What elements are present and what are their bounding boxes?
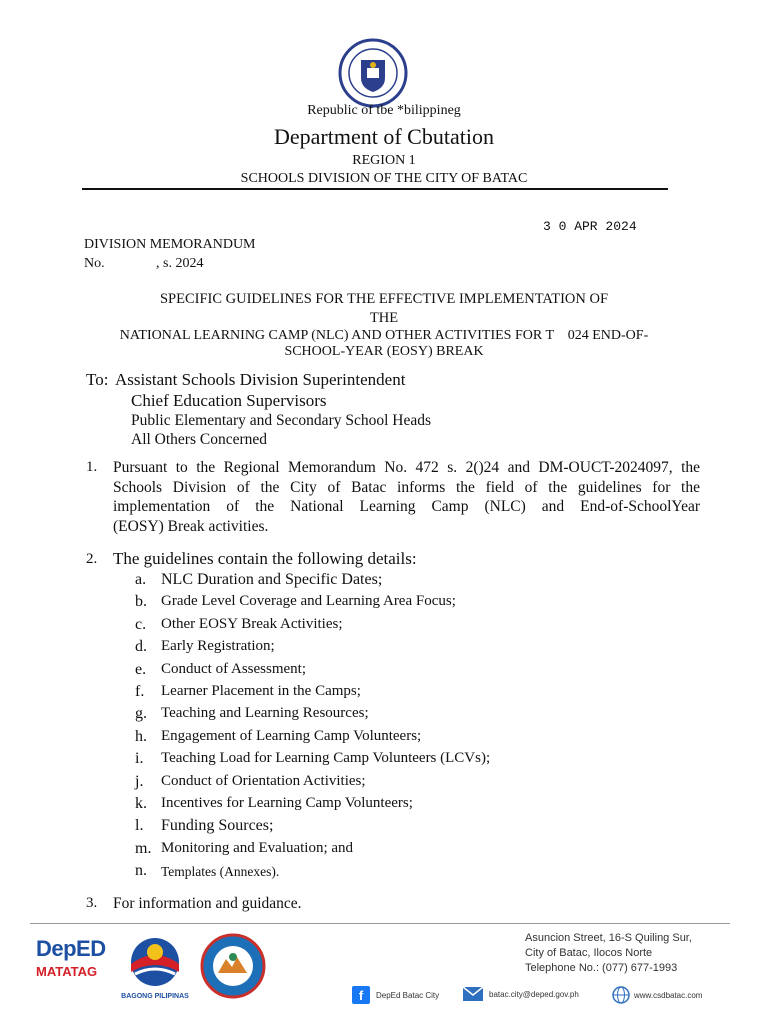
guideline-item [0, 728, 768, 748]
guideline-item [0, 773, 768, 793]
republic-line: Republic of tbe *bilippineg [307, 103, 461, 118]
guideline-item-letter: l. [135, 817, 144, 835]
facebook-text: DepEd Batac City [376, 990, 440, 1000]
guideline-item-text: NLC Duration and Specific Dates; [161, 571, 383, 588]
para1-line-3: implementation of the National Learning Camp (NLC) and End-of-SchoolYear [113, 498, 700, 515]
division-line: SCHOOLS DIVISION OF THE CITY OF BATAC [240, 171, 528, 186]
recipient-ces: Chief Education Supervisors [131, 391, 327, 410]
guideline-item-letter: f. [135, 683, 145, 700]
memo-number-label: No. [84, 256, 105, 271]
guideline-item [0, 795, 768, 815]
guideline-item-letter: d. [135, 638, 147, 656]
guideline-item [0, 616, 768, 636]
recipient-school-heads: Public Elementary and Secondary School Heads [131, 412, 432, 429]
para1-number: 1. [86, 459, 98, 475]
facebook-icon: f [352, 986, 370, 1004]
para1-line-2: Schools Division of the City of Batac informs the field of the guidelines for the [113, 479, 700, 496]
department-name: Department of Cbutation [274, 124, 494, 149]
deped-matatag-logo [36, 938, 108, 980]
address-line-3: Telephone No.: (077) 677-1993 [525, 962, 678, 974]
email-icon [462, 986, 484, 1002]
guideline-item [0, 705, 768, 725]
guideline-item-text: Teaching and Learning Resources; [161, 705, 369, 722]
para2-number: 2. [86, 551, 98, 567]
guideline-item-text: Incentives for Learning Camp Volunteers; [161, 795, 413, 811]
guideline-item-text: Engagement of Learning Camp Volunteers; [161, 727, 422, 744]
title-line-4: SCHOOL-YEAR (EOSY) BREAK [284, 344, 484, 359]
facebook-contact[interactable] [352, 986, 439, 1004]
office-address [525, 931, 692, 976]
bagong-pilipinas-logo [118, 932, 192, 1000]
bagong-pilipinas-text: BAGONG PILIPINAS [121, 993, 189, 1000]
guideline-item-text: Teaching Load for Learning Camp Volunteers (LCVs); [161, 750, 491, 767]
guideline-item-text: Early Registration; [161, 638, 275, 655]
globe-icon [612, 986, 630, 1004]
deped-wordmark: DepED [36, 936, 106, 961]
bagong-pilipinas-emblem-icon [118, 932, 192, 988]
guideline-item [0, 661, 768, 681]
website-text: www.csdbatac.com [634, 990, 703, 1000]
guideline-item-text: Conduct of Orientation Activities; [161, 772, 366, 789]
title-line-3: NATIONAL LEARNING CAMP (NLC) AND OTHER ACTIVITIES FOR T 024 END-OF- [119, 328, 649, 343]
guideline-item-text: Monitoring and Evaluation; and [161, 839, 354, 856]
guideline-item-text: Learner Placement in the Camps; [161, 683, 361, 699]
address-line-2: City of Batac, Ilocos Norte [525, 947, 653, 959]
guideline-item [0, 840, 768, 860]
guideline-item-text: Templates (Annexes). [161, 864, 280, 880]
guideline-item [0, 862, 768, 882]
guideline-item-letter: k. [135, 795, 147, 812]
address-line-1: Asuncion Street, 16-S Quiling Sur, [525, 932, 692, 944]
guideline-item-letter: i. [135, 750, 144, 768]
guideline-item-letter: g. [135, 705, 147, 723]
guideline-item-letter: h. [135, 727, 147, 745]
memo-date: 3 0 APR 2024 [543, 219, 637, 234]
guideline-item-letter: c. [135, 615, 147, 633]
guideline-item [0, 571, 768, 591]
guideline-item-letter: j. [135, 772, 144, 790]
to-label: To: [86, 370, 109, 389]
memo-type: DIVISION MEMORANDUM [84, 237, 256, 252]
guideline-item-text: Funding Sources; [161, 817, 274, 835]
guideline-item-letter: a. [135, 571, 147, 588]
email-text: batac.city@deped.gov.ph [489, 989, 579, 999]
guideline-item-text: Grade Level Coverage and Learning Area Focus; [161, 593, 456, 610]
guideline-item-letter: e. [135, 660, 147, 678]
guideline-item-text: Other EOSY Break Activities; [161, 615, 343, 632]
recipient-asds: Assistant Schools Division Superintendent [115, 370, 406, 389]
guideline-item-letter: n. [135, 862, 147, 880]
guideline-item-letter: m. [135, 839, 152, 857]
guideline-item [0, 683, 768, 703]
para1-line-4: (EOSY) Break activities. [113, 518, 269, 535]
title-line-1: SPECIFIC GUIDELINES FOR THE EFFECTIVE IMPLEMENTATION OF [159, 291, 609, 307]
para2-intro: The guidelines contain the following details: [113, 549, 417, 568]
division-seal-logo [200, 933, 266, 999]
matatag-wordmark: MATATAG [36, 964, 98, 979]
guideline-item [0, 817, 768, 837]
memo-series: , s. 2024 [156, 256, 204, 271]
title-line-2: THE [369, 310, 399, 326]
para1-line-1: Pursuant to the Regional Memorandum No. 472 s. 2()24 and DM-OUCT-2024097, the [113, 459, 700, 476]
region-line: REGION 1 [352, 153, 416, 168]
footer-divider [30, 923, 730, 924]
website-contact[interactable] [612, 986, 702, 1004]
guideline-item-text: Conduct of Assessment; [161, 660, 306, 677]
email-contact[interactable] [462, 986, 579, 1002]
guideline-item-letter: b. [135, 593, 147, 611]
guideline-item [0, 638, 768, 658]
guideline-item [0, 593, 768, 613]
guideline-item [0, 750, 768, 770]
para3-text: For information and guidance. [113, 895, 302, 912]
para3-number: 3. [86, 895, 98, 911]
recipient-others: All Others Concerned [131, 431, 268, 448]
